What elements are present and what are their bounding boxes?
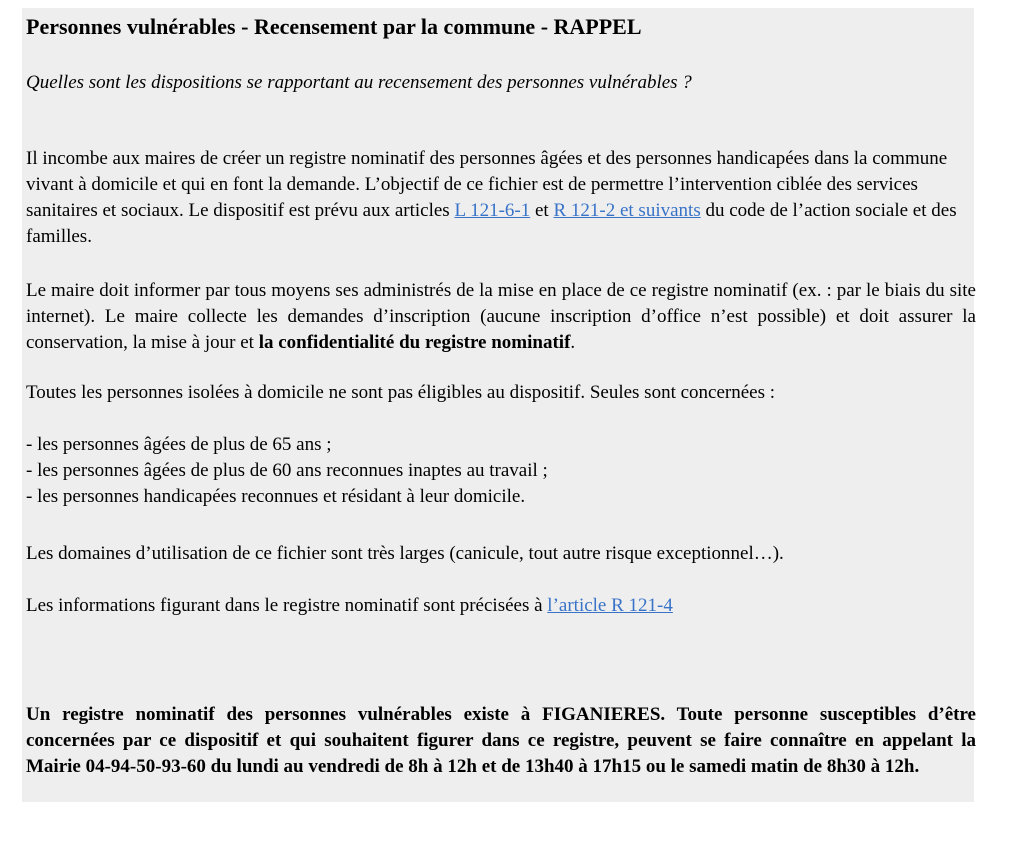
paragraph-text: Le maire doit informer par tous moyens ses administrés de la mise en place de ce registre nominatif (ex. : par le biais du site internet). Le maire collecte les demandes d’inscription (aucune inscription d’office n’est possible) et doit assurer la conservation, la mise à jour et bbox=[26, 280, 976, 353]
paragraph-text: et bbox=[530, 200, 554, 221]
list-item: - les personnes handicapées reconnues et résidant à leur domicile. bbox=[26, 486, 526, 507]
bold-text-confidentialite: la confidentialité du registre nominatif bbox=[258, 332, 571, 353]
paragraph-maire bbox=[26, 278, 976, 356]
paragraph-text: . bbox=[570, 332, 576, 353]
paragraph-figanieres: Un registre nominatif des personnes vulnérables existe à FIGANIERES. Toute personne susceptibles d’être concernées par ce dispositif et qui souhaitent figurer dans ce registre, peuvent se faire connaître en appelant la Mairie 04-94-50-93-60 du lundi au vendredi de 8h à 12h et de 13h40 à 17h15 ou le samedi matin de 8h30 à 12h. bbox=[26, 704, 976, 777]
paragraph-text: du code de l’action sociale et des familles. bbox=[26, 200, 957, 247]
paragraph-registre bbox=[26, 146, 976, 250]
page-subtitle: Quelles sont les dispositions se rapportant au recensement des personnes vulnérables ? bbox=[26, 72, 692, 93]
link-article-l-121-6-1[interactable]: L 121-6-1 bbox=[454, 200, 531, 221]
link-article-r-121-4[interactable]: l’article R 121-4 bbox=[547, 595, 673, 616]
paragraph-informations bbox=[26, 593, 976, 619]
paragraph-eligibilite: Toutes les personnes isolées à domicile ne sont pas éligibles au dispositif. Seules sont concernées : bbox=[26, 382, 776, 403]
paragraph-text: Les informations figurant dans le registre nominatif sont précisées à bbox=[26, 595, 548, 616]
list-item: - les personnes âgées de plus de 65 ans ; bbox=[26, 434, 332, 455]
list-item: - les personnes âgées de plus de 60 ans reconnues inaptes au travail ; bbox=[26, 460, 548, 481]
link-article-r-121-2[interactable]: R 121-2 et suivants bbox=[553, 200, 701, 221]
page-title: Personnes vulnérables - Recensement par la commune - RAPPEL bbox=[26, 14, 642, 39]
paragraph-domaines: Les domaines d’utilisation de ce fichier sont très larges (canicule, tout autre risque exceptionnel…). bbox=[26, 543, 784, 564]
paragraph-text: Il incombe aux maires de créer un registre nominatif des personnes âgées et des personnes handicapées dans la commune vivant à domicile et qui en font la demande. L’objectif de ce fichier est de permettre l’intervention ciblée des services sanitaires et sociaux. Le dispositif est prévu aux articles bbox=[26, 148, 948, 221]
eligibility-list bbox=[26, 432, 976, 510]
